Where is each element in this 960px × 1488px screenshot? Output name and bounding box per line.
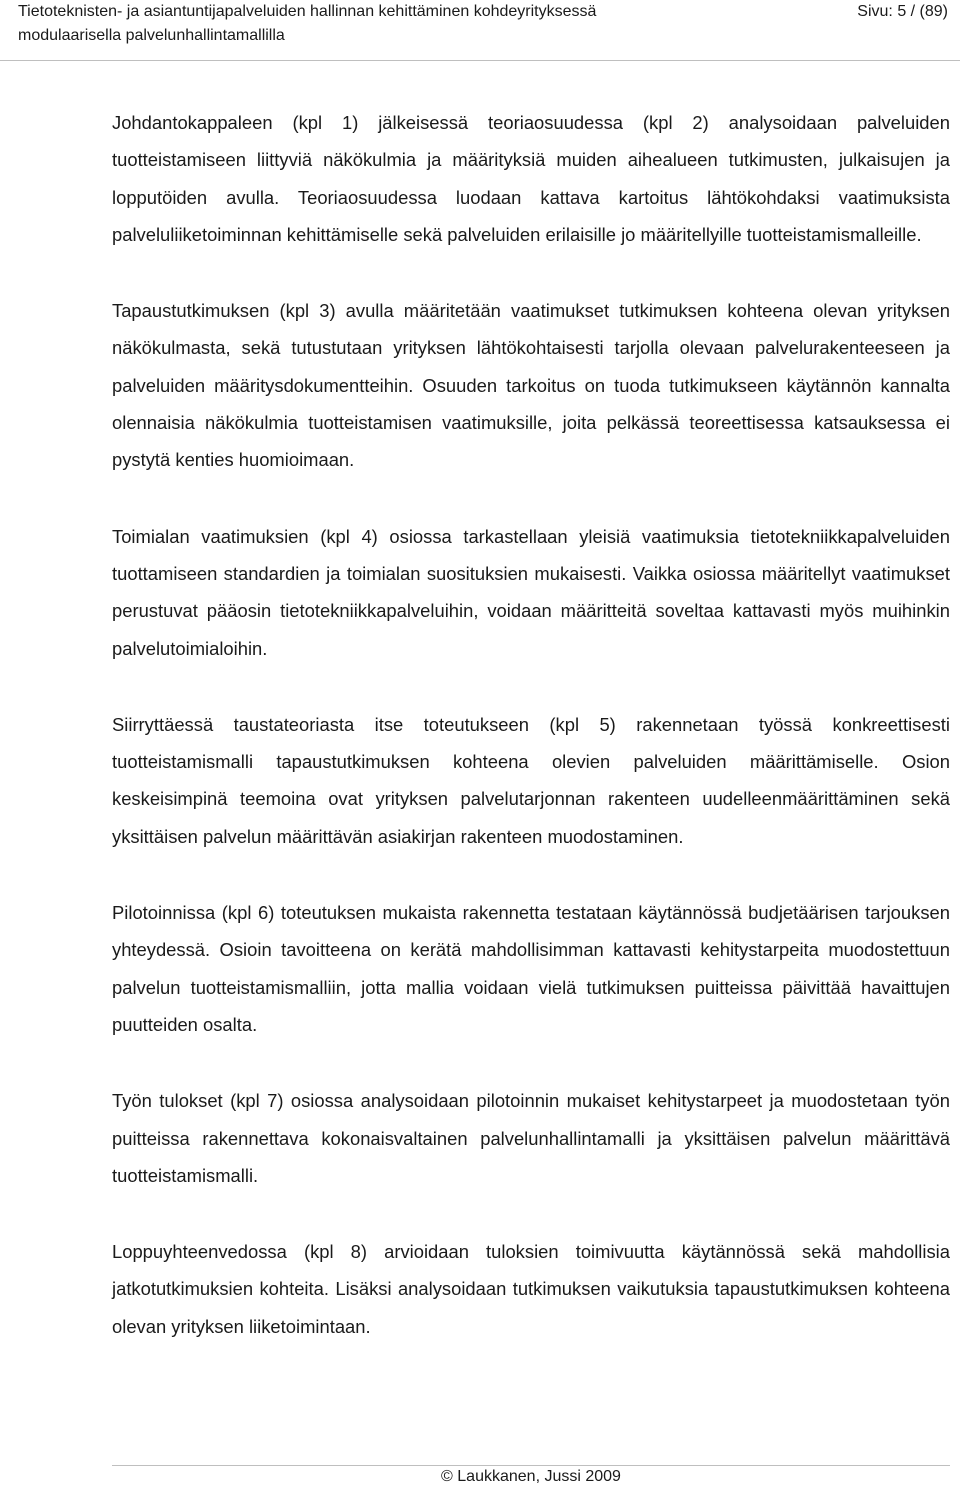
page-footer [112,1465,950,1488]
paragraph-7: Loppuyhteenvedossa (kpl 8) arvioidaan tuloksien toimivuutta käytännössä sekä mahdollisia jatkotutkimuksien kohteita. Lisäksi analysoidaan tutkimuksen vaikutuksia tapaustutkimuksen kohteena olevan yrityksen liiketoimintaan. [112,1241,950,1337]
page-header [0,0,960,61]
body-text [112,104,950,1384]
page-number: Sivu: 5 / (89) [857,3,948,20]
paragraph-3: Toimialan vaatimuksien (kpl 4) osiossa tarkastellaan yleisiä vaatimuksia tietotekniikkapalveluiden tuottamiseen standardien ja toimialan suosituksien mukaisesti. Vaikka osiossa määritellyt vaatimukset perustuvat pääosin tietotekniikkapalveluihin, voidaan määritteitä soveltaa kattavasti myös muihinkin palvelutoimialoihin. [112,525,950,659]
document-title: Tietoteknisten- ja asiantuntijapalveluiden hallinnan kehittäminen kohdeyrityksessä modulaarisella palvelunhallintamallilla [18,3,597,44]
paragraph-5: Pilotoinnissa (kpl 6) toteutuksen mukaista rakennetta testataan käytännössä budjetäärisen tarjouksen yhteydessä. Osioin tavoitteena on kerätä mahdollisimman kattavasti kehitystarpeita muodostettuun palvelun tuotteistamismalliin, jotta mallia voidaan vielä tutkimuksen puitteissa päivittää havaittujen puutteiden osalta. [112,902,950,1035]
paragraph-1: Johdantokappaleen (kpl 1) jälkeisessä teoriaosuudessa (kpl 2) analysoidaan palveluiden tuotteistamiseen liittyviä näkökulmia ja määrityksiä muiden aihealueen tutkimusten, julkaisujen ja lopputöiden avulla. Teoriaosuudessa luodaan kattava kartoitus lähtökohdaksi vaatimuksista palveluliiketoiminnan kehittämiselle sekä palveluiden erilaisille jo määritellyille tuotteistamismalleille. [112,112,950,245]
paragraph-2: Tapaustutkimuksen (kpl 3) avulla määritetään vaatimukset tutkimuksen kohteena olevan yrityksen näkökulmasta, sekä tutustutaan yrityksen lähtökohtaisesti tarjolla olevaan palvelurakenteeseen ja palveluiden määritysdokumentteihin. Osuuden tarkoitus on tuoda tutkimukseen käytännön kannalta olennaisia näkökulmia tuotteistamisen vaatimuksille, joita pelkässä teoreettisessa katsauksessa ei pystytä kenties huomioimaan. [112,300,950,471]
paragraph-4: Siirryttäessä taustateoriasta itse toteutukseen (kpl 5) rakennetaan työssä konkreettisesti tuotteistamismalli tapaustutkimuksen kohteena olevien palveluiden määrittämiselle. Osion keskeisimpinä teemoina ovat yrityksen palvelutarjonnan rakenteen uudelleenmäärittäminen sekä yksittäisen palvelun määrittävän asiakirjan rakenteen muodostaminen. [112,713,950,847]
paragraph-6: Työn tulokset (kpl 7) osiossa analysoidaan pilotoinnin mukaiset kehitystarpeet ja muodostetaan työn puitteissa rakennettava kokonaisvaltainen palvelunhallintamalli ja yksittäisen palvelun määrittävä tuotteistamismalli. [112,1090,950,1186]
copyright-text: © Laukkanen, Jussi 2009 [441,1468,621,1485]
